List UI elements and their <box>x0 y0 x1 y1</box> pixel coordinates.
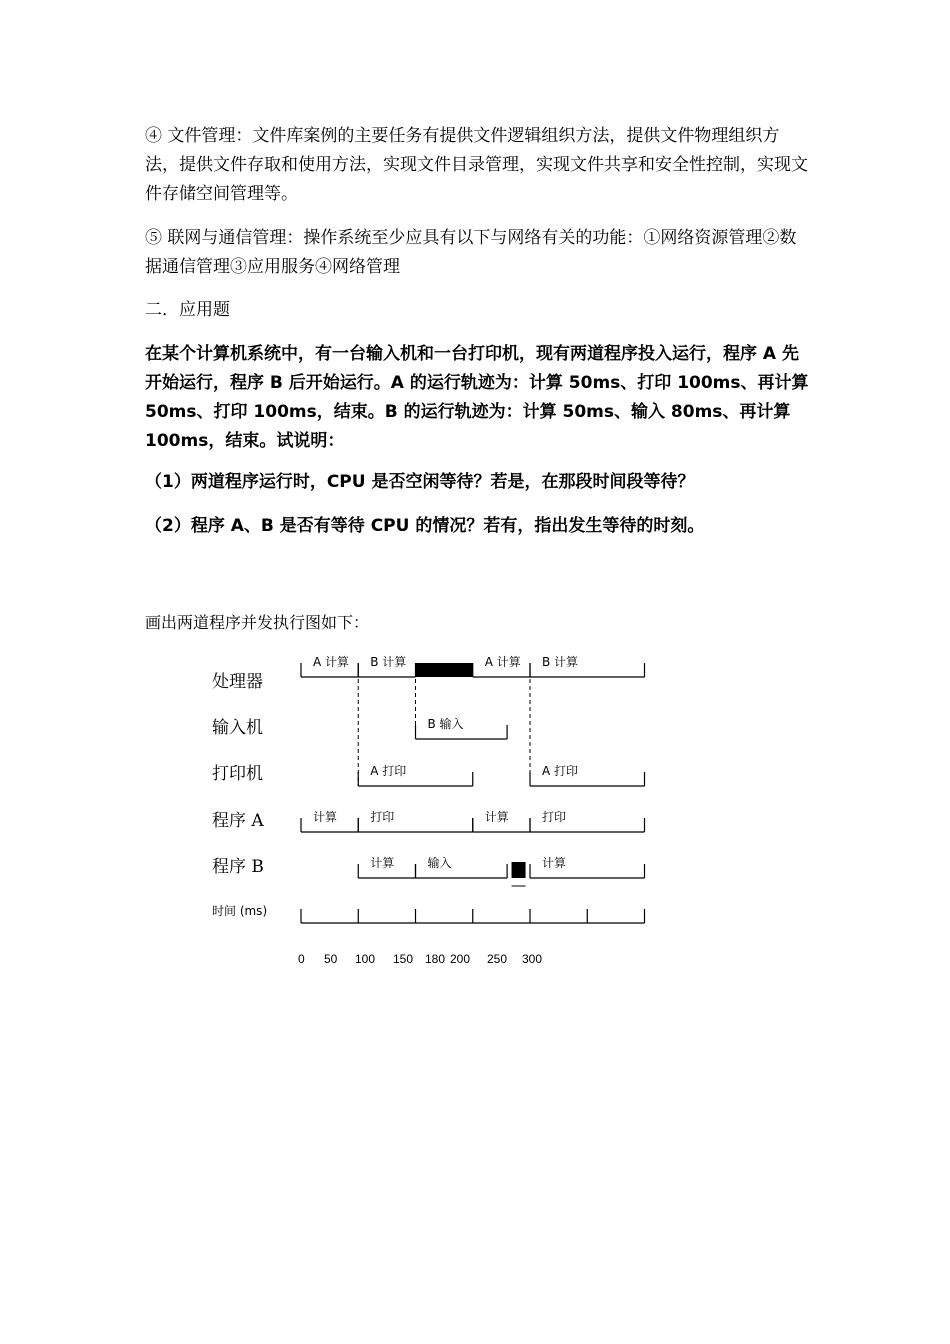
tick-label-300: 300 <box>522 952 543 966</box>
question-intro: 在某个计算机系统中，有一台输入机和一台打印机，现有两道程序投入运行，程序 A 先开始运行，程序 B 后开始运行。A 的运行轨迹为：计算 50ms、打印 100ms、再计算 50ms、打印 100ms，结束。B 的运行轨迹为：计算 50ms、输入 80ms、再计算 100ms，结束。试说明： <box>145 344 809 451</box>
prog_b-segment-3-label: 计算 <box>542 856 567 870</box>
diagram-caption: 画出两道程序并发执行图如下： <box>145 613 370 632</box>
tick-label-100: 100 <box>355 952 376 966</box>
printer-segment-1-label: A 打印 <box>542 764 579 778</box>
tick-label-180: 180 <box>425 952 446 966</box>
tick-label-200: 200 <box>450 952 471 966</box>
row-label-printer: 打印机 <box>212 764 263 784</box>
tick-label-0: 0 <box>298 952 305 966</box>
section-heading: 二．应用题 <box>145 300 230 320</box>
row-label-input: 输入机 <box>212 718 263 738</box>
cpu-segment-1-label: B 计算 <box>370 655 407 669</box>
tick-label-50: 50 <box>324 952 338 966</box>
tick-label-250: 250 <box>487 952 508 966</box>
row-label-program-a: 程序 A <box>212 811 264 831</box>
cpu-segment-3-label: A 计算 <box>484 655 521 669</box>
tick-label-150: 150 <box>393 952 414 966</box>
prog_a-segment-0-label: 计算 <box>313 810 338 824</box>
network-management-paragraph: ⑤ 联网与通信管理：操作系统至少应具有以下与网络有关的功能：①网络资源管理②数据通信管理③应用服务④网络管理 <box>145 228 797 277</box>
row-label-cpu: 处理器 <box>212 672 263 692</box>
prog_b-segment-1-label: 输入 <box>427 856 452 870</box>
program-b-wait-block <box>512 862 526 878</box>
printer-segment-0-label: A 打印 <box>370 764 407 778</box>
prog_a-segment-3-label: 打印 <box>542 810 567 824</box>
cpu-segment-0-label: A 计算 <box>313 655 350 669</box>
prog_a-segment-1-label: 打印 <box>370 810 395 824</box>
prog_b-segment-0-label: 计算 <box>370 856 395 870</box>
row-label-program-b: 程序 B <box>212 857 264 877</box>
time-axis-label: 时间 (ms) <box>212 904 268 918</box>
question-1: （1）两道程序运行时，CPU 是否空闲等待？若是，在那段时间段等待？ <box>145 472 695 492</box>
cpu-segment-4-label: B 计算 <box>542 655 579 669</box>
question-2: （2）程序 A、B 是否有等待 CPU 的情况？若有，指出发生等待的时刻。 <box>145 516 705 536</box>
cpu-idle-block <box>416 663 473 677</box>
prog_a-segment-2-label: 计算 <box>484 810 509 824</box>
file-management-paragraph: ④ 文件管理：文件库案例的主要任务有提供文件逻辑组织方法，提供文件物理组织方法，提供文件存取和使用方法，实现文件目录管理，实现文件共享和安全性控制，实现文件存储空间管理等。 <box>145 126 808 204</box>
input-segment-0-label: B 输入 <box>427 717 464 731</box>
